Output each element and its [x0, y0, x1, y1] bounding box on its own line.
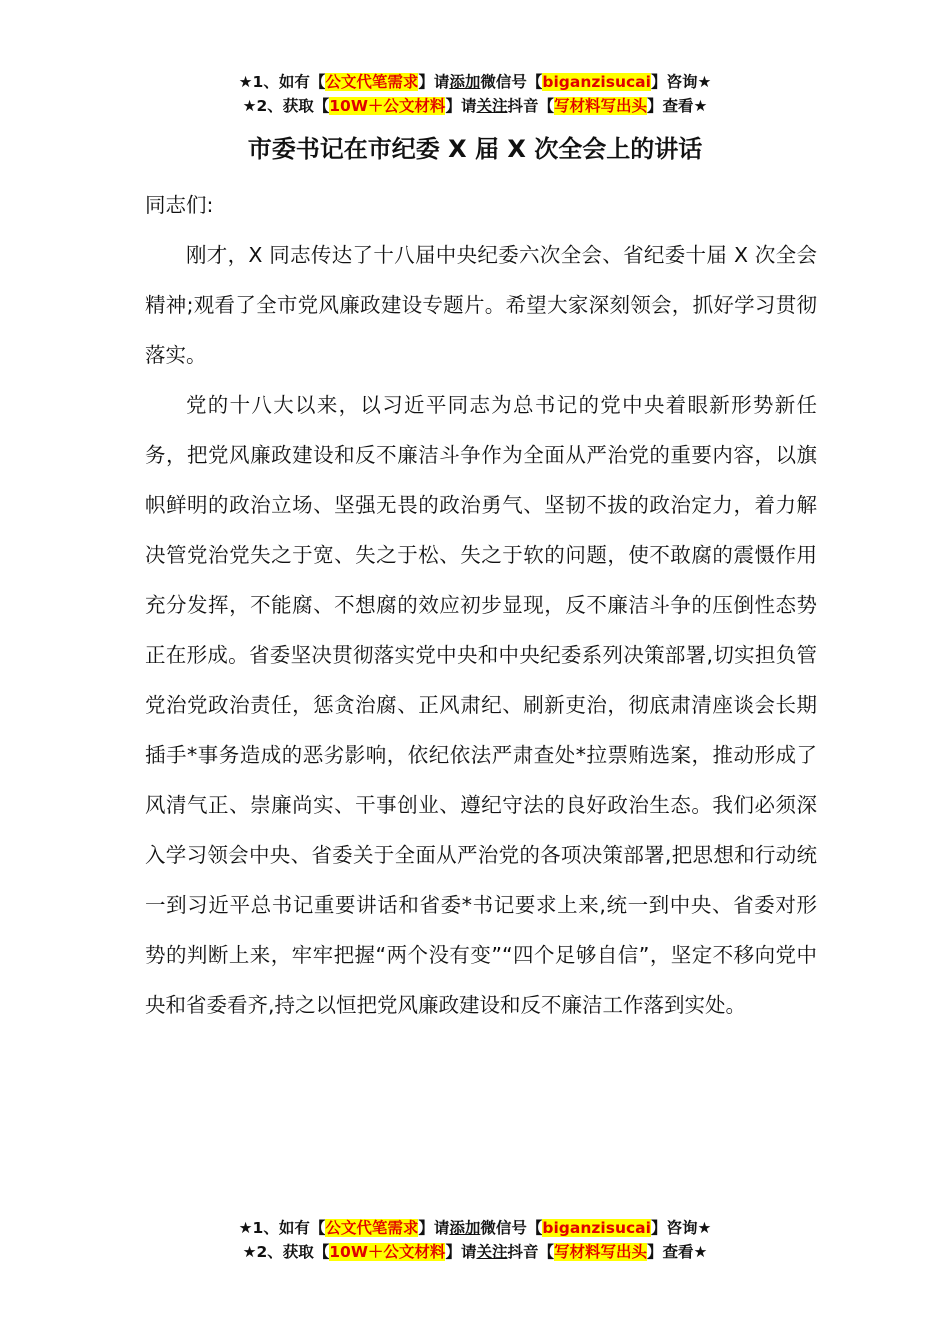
promo-highlight: 公文代笔需求	[325, 1219, 419, 1237]
paragraph-1: 刚才，X 同志传达了十八届中央纪委六次全会、省纪委十届 X 次全会精神;观看了全市党风廉政建设专题片。希望大家深刻领会，抓好学习贯彻落实。	[145, 243, 817, 367]
promo-line-1	[0, 1216, 950, 1240]
promo-text: ★2、获取【	[242, 1243, 330, 1261]
promo-highlight: 10W＋公文材料	[329, 1243, 446, 1261]
promo-text: 】请	[418, 1219, 450, 1237]
promo-underline-text: 添加	[449, 73, 481, 91]
promo-line-2	[0, 1240, 950, 1264]
promo-text: 】查看★	[647, 97, 708, 115]
promo-text: 】请	[418, 73, 450, 91]
promo-underline-text: 关注	[476, 97, 508, 115]
promo-banner-top	[0, 70, 950, 118]
promo-highlight: biganzisucai	[542, 1219, 651, 1237]
promo-text: 】查看★	[647, 1243, 708, 1261]
promo-text: 微信号【	[480, 1219, 543, 1237]
promo-highlight: biganzisucai	[542, 73, 651, 91]
greeting: 同志们:	[145, 193, 214, 217]
paragraph-2: 党的十八大以来，以习近平同志为总书记的党中央着眼新形势新任务，把党风廉政建设和反不廉洁斗争作为全面从严治党的重要内容，以旗帜鲜明的政治立场、坚强无畏的政治勇气、坚韧不拔的政治定力，着力解决管党治党失之于宽、失之于松、失之于软的问题，使不敢腐的震慑作用充分发挥，不能腐、不想腐的效应初步显现，反不廉洁斗争的压倒性态势正在形成。省委坚决贯彻落实党中央和中央纪委系列决策部署,切实担负管党治党政治责任，惩贪治腐、正风肃纪、刷新吏治，彻底肃清座谈会长期插手*事务造成的恶劣影响，依纪依法严肃查处*拉票贿选案，推动形成了风清气正、崇廉尚实、干事创业、遵纪守法的良好政治生态。我们必须深入学习领会中央、省委关于全面从严治党的各项决策部署,把思想和行动统一到习近平总书记重要讲话和省委*书记要求上来,统一到中央、省委对形势的判断上来，牢牢把握“两个没有变”“四个足够自信”，坚定不移向党中央和省委看齐,持之以恒把党风廉政建设和反不廉洁工作落到实处。	[145, 393, 817, 1017]
promo-text: ★1、如有【	[238, 73, 326, 91]
promo-highlight: 10W＋公文材料	[329, 97, 446, 115]
promo-text: 微信号【	[480, 73, 543, 91]
promo-text: 抖音【	[507, 97, 554, 115]
promo-text: ★1、如有【	[238, 1219, 326, 1237]
promo-banner-bottom	[0, 1216, 950, 1264]
promo-text: 】请	[445, 1243, 477, 1261]
document-body	[145, 180, 817, 1030]
promo-text: ★2、获取【	[242, 97, 330, 115]
promo-underline-text: 关注	[476, 1243, 508, 1261]
promo-highlight: 公文代笔需求	[325, 73, 419, 91]
promo-highlight: 写材料写出头	[553, 97, 647, 115]
promo-highlight: 写材料写出头	[553, 1243, 647, 1261]
promo-text: 】请	[445, 97, 477, 115]
promo-text: 】咨询★	[650, 73, 712, 91]
promo-line-1	[0, 70, 950, 94]
document-title: 市委书记在市纪委 X 届 X 次全会上的讲话	[247, 135, 703, 163]
promo-line-2	[0, 94, 950, 118]
promo-text: 抖音【	[507, 1243, 554, 1261]
promo-text: 】咨询★	[650, 1219, 712, 1237]
promo-underline-text: 添加	[449, 1219, 481, 1237]
